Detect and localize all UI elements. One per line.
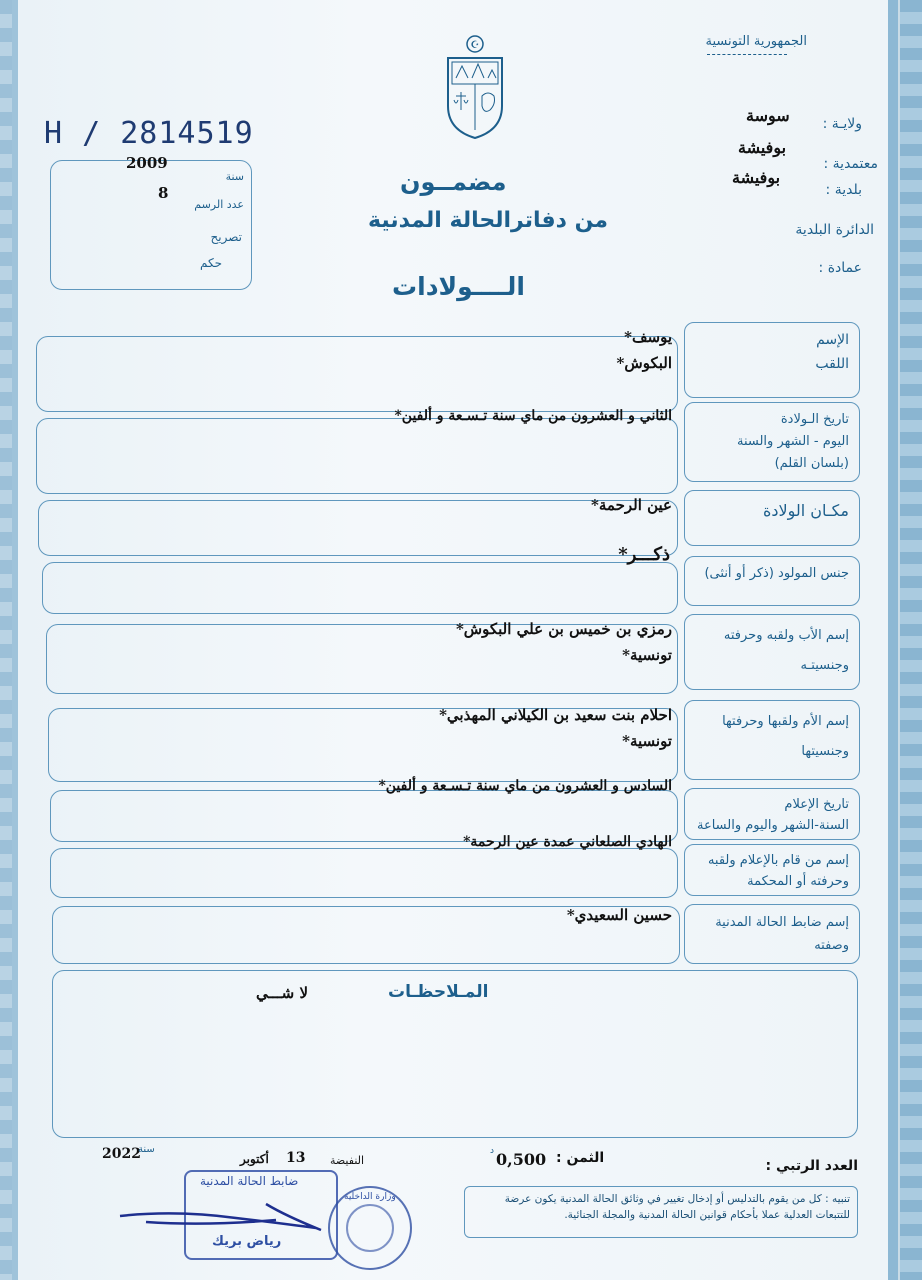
field-value-father: رمزي بن خميس بن علي البكوش* تونسية* bbox=[455, 620, 672, 665]
document-title-line2: من دفاترالحالة المدنية bbox=[368, 208, 609, 233]
header-divider bbox=[707, 54, 787, 55]
field-label-declaration-date: تاريخ الإعلام السنة-الشهر واليوم والساعة bbox=[684, 788, 860, 840]
daira-label: الدائرة البلدية bbox=[795, 222, 874, 238]
field-label-declarant: إسم من قام بالإعلام ولقبه وحرفته أو المحكمة bbox=[684, 844, 860, 896]
serial-number: H / 2814519 bbox=[44, 116, 254, 151]
field-label-mother: إسم الأم ولقبها وحرفتها وجنسيتها bbox=[684, 700, 860, 780]
register-declaration-label: تصريح bbox=[210, 230, 242, 244]
field-label-name: الإسم اللقب bbox=[684, 322, 860, 398]
field-label-birth-date: تاريخ الـولادة اليوم - الشهر والسنة (بلسان القلم) bbox=[684, 402, 860, 482]
ministry-stamp-text: وزارة الداخلية bbox=[344, 1192, 396, 1202]
right-guilloche-border bbox=[900, 0, 922, 1280]
svg-text:☪: ☪ bbox=[470, 40, 480, 51]
document-title-line1: مضمــون bbox=[400, 168, 507, 196]
price-value: 0,500 bbox=[496, 1150, 547, 1169]
register-year-label: سنة bbox=[225, 170, 244, 183]
field-value-box bbox=[50, 848, 678, 898]
field-value-sex: ذكـــر* bbox=[618, 544, 670, 565]
footer-year-value: 2022 bbox=[102, 1146, 141, 1162]
register-judgment-label: حكم bbox=[199, 256, 222, 270]
officer-stamp-title: ضابط الحالة المدنية bbox=[200, 1174, 299, 1188]
footer-month-value: أكتوبر bbox=[240, 1152, 269, 1166]
republic-header: الجمهورية التونسية bbox=[705, 34, 807, 49]
wilaya-label: ولايـة : bbox=[822, 116, 862, 132]
wilaya-value: سوسة bbox=[746, 106, 790, 125]
imada-label: عمادة : bbox=[818, 260, 862, 276]
field-value-mother: احلام بنت سعيد بن الكيلاني المهذبي* تونسية* bbox=[439, 706, 672, 751]
register-year-value: 2009 bbox=[126, 154, 168, 172]
officer-signature bbox=[116, 1196, 326, 1236]
remarks-label: المـلاحظـات bbox=[388, 982, 489, 1002]
field-value-box bbox=[42, 562, 678, 614]
field-value-declaration-date: السادس و العشرون من ماي سنة تـسـعة و ألفين* bbox=[378, 778, 672, 794]
motamadia-value: بوفيشة bbox=[738, 138, 787, 157]
field-label-officer: إسم ضابط الحالة المدنية وصفته bbox=[684, 904, 860, 964]
price-label: الثمن : bbox=[556, 1150, 605, 1166]
price-unit: د bbox=[490, 1146, 495, 1156]
footer-day-value: 13 bbox=[286, 1150, 306, 1166]
field-label-father: إسم الأب ولقبه وحرفته وجنسيتـه bbox=[684, 614, 860, 690]
field-label-birth-place: مكـان الولادة bbox=[684, 490, 860, 546]
remarks-value: لا شـــي bbox=[256, 984, 309, 1002]
field-value-officer: حسين السعيدي* bbox=[566, 906, 672, 924]
footer-year-label: سنة bbox=[138, 1144, 155, 1155]
motamadia-label: معتمدية : bbox=[823, 156, 878, 172]
register-number-value: 8 bbox=[158, 184, 169, 202]
officer-stamp-name: رياض بريك bbox=[212, 1234, 282, 1249]
serial-order-label: العدد الرتبي : bbox=[765, 1158, 858, 1174]
register-info-box bbox=[50, 160, 252, 290]
warning-text: تنبيه : كل من يقوم بالتدليس أو إدخال تغيير في وثائق الحالة المدنية يكون عرضة للتتبعات العدلية عملا بأحكام قوانين الحالة المدنية والمجلة الجنائية. bbox=[504, 1193, 850, 1221]
ministry-stamp-inner-ring bbox=[346, 1204, 394, 1252]
field-label-sex: جنس المولود (ذكر أو أنثى) bbox=[684, 556, 860, 606]
baladia-value: بوفيشة bbox=[732, 168, 781, 187]
coat-of-arms-emblem bbox=[442, 34, 508, 140]
field-value-box bbox=[36, 418, 678, 494]
field-value-birth-date: الثاني و العشرون من ماي سنة تـسـعة و ألفين* bbox=[394, 408, 672, 424]
register-number-label: عدد الرسم bbox=[194, 198, 244, 211]
field-value-declarant: الهادي الصلعاني عمدة عين الرحمة* bbox=[463, 834, 672, 850]
baladia-label: بلدية : bbox=[825, 182, 862, 198]
document-title-line3: الــــولادات bbox=[392, 272, 525, 301]
footer-place-label: النفيضة bbox=[330, 1154, 365, 1167]
field-value-name: يوسف* البكوش* bbox=[616, 328, 672, 373]
field-value-birth-place: عين الرحمة* bbox=[591, 496, 672, 514]
